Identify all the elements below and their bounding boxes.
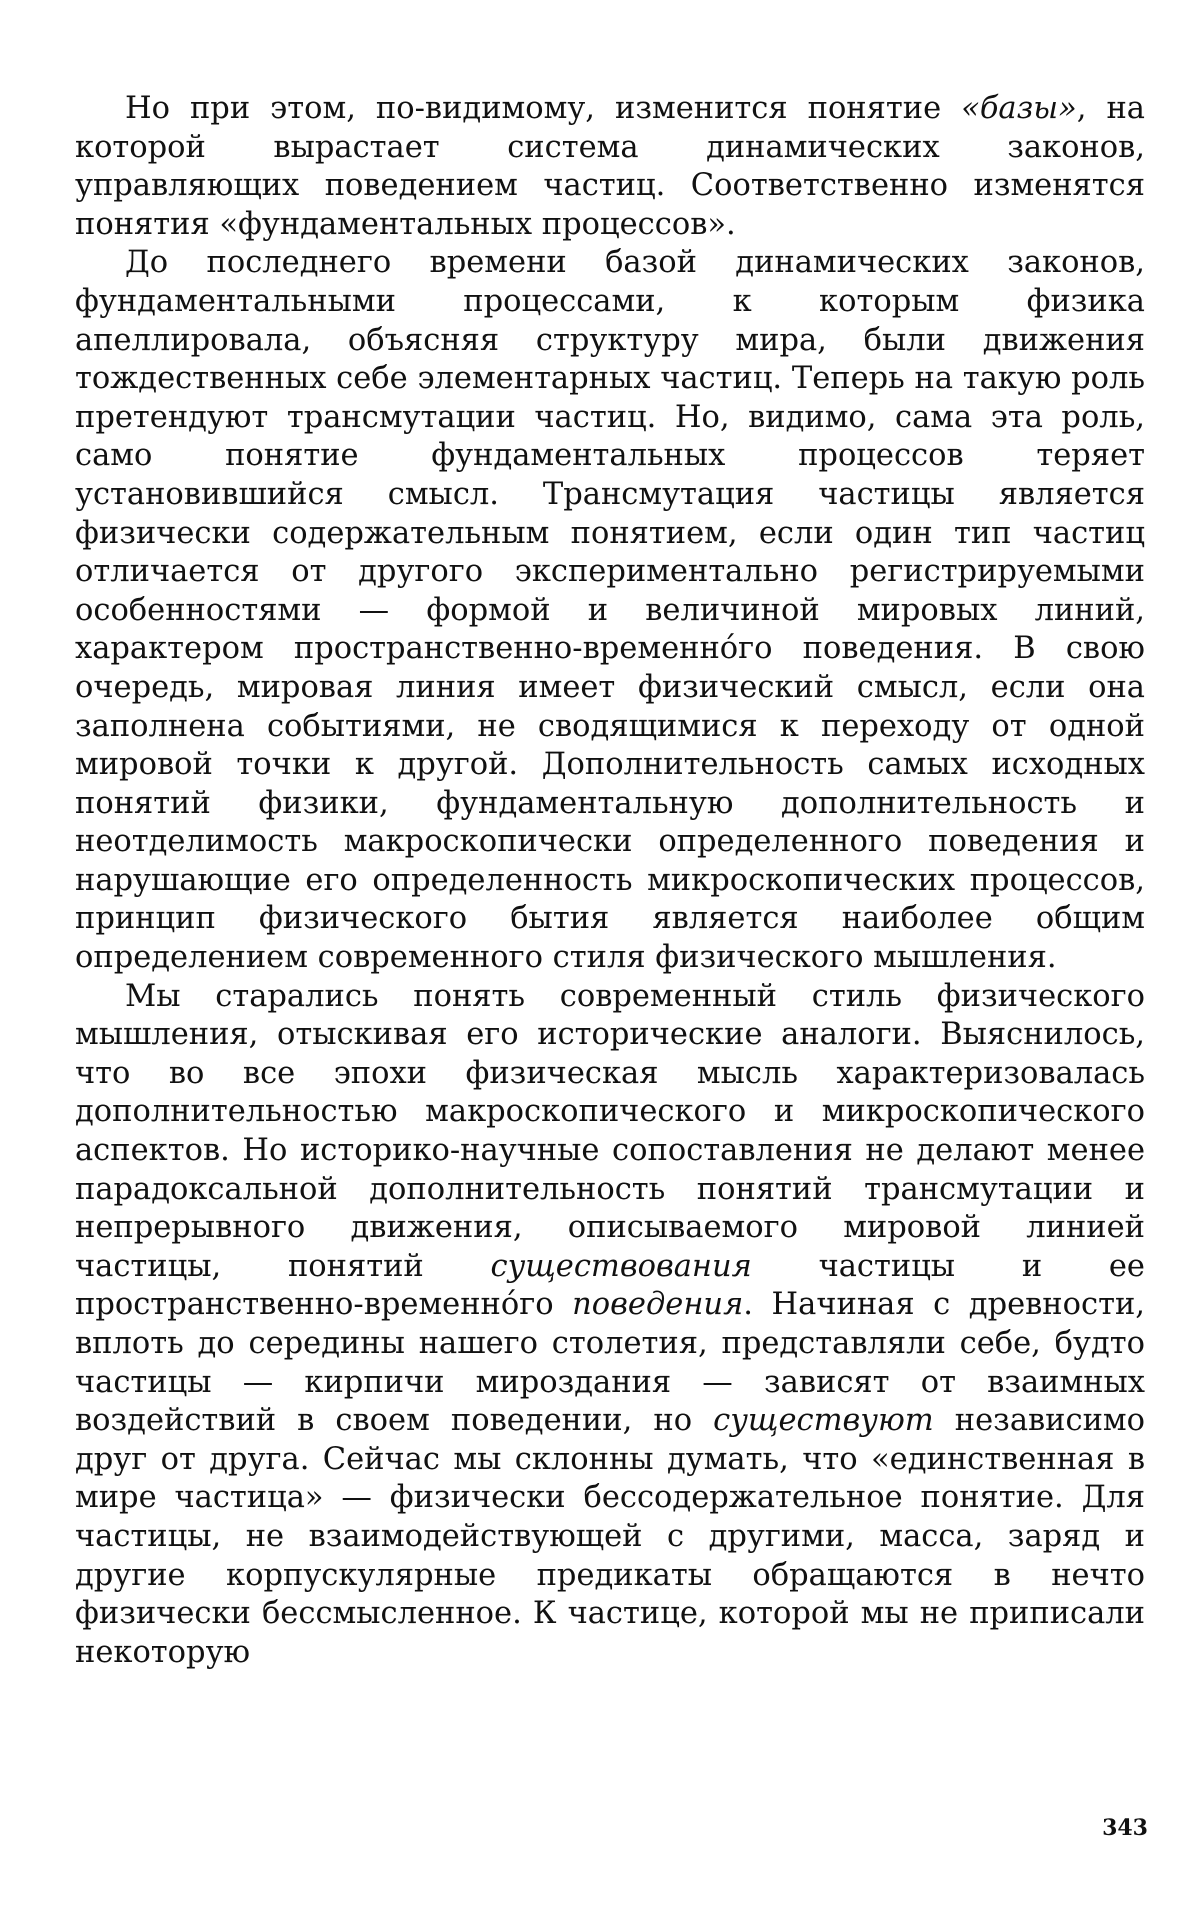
page-number: 343 [1102,1815,1148,1841]
paragraph-2 [75,244,1145,977]
text-segment: До последнего времени базой динамических законов, фундаментальными процессами, к которым физика апеллировала, объясняя структуру мира, были движения тождественных себе элементарных частиц. Теперь на такую роль претендуют трансмутации частиц. Но, видимо, сама эта роль, само понятие фундаментальных процессов теряет установившийся смысл. Трансмутация частицы является физически содержательным понятием, если один тип частиц отличается от другого экспериментально регистрируемыми особенностями — формой и величиной мировых линий, характером пространственно-временно́го поведения. В свою очередь, мировая линия имеет физический смысл, если она заполнена событиями, не сводящимися к переходу от одной мировой точки к другой. Дополнительность самых исходных понятий физики, фундаментальную дополнительность и неотделимость макроскопически определенного поведения и нарушающие его определенность микроскопических процессов, принцип физического бытия является наиболее общим определением современного стиля физического мышления. [75,245,1145,976]
paragraph-1 [75,90,1145,244]
italic-term-sushchestvuyut: существуют [713,1403,934,1439]
text-segment: , на которой вырастает система динамических законов, управляющих поведением частиц. Соответственно изменятся понятия «фундаментальных процессов». [75,91,1145,242]
italic-term-povedeniya: поведения [572,1287,744,1323]
text-segment: Но при этом, по-видимому, изменится понятие [125,91,962,126]
italic-term-sushchestvovaniya: существования [490,1248,752,1284]
text-segment: . Начиная с древности, вплоть до середины нашего столетия, представляли себе, будто частицы — кирпичи мироздания — зависят от взаимных воздействий в своем поведении, но [75,1287,1145,1439]
text-segment: независимо друг от друга. Сейчас мы склонны думать, что «единственная в мире частица» — физически бессодержательное понятие. Для частицы, не взаимодействующей с другими, масса, заряд и другие корпускулярные предикаты обращаются в нечто физически бессмысленное. К частице, которой мы не приписали некоторую [75,1403,1146,1670]
text-segment: частицы и ее пространственно-временно́го [75,1248,1145,1323]
italic-term-bazy: «базы» [961,91,1077,126]
text-segment: Мы старались понять современный стиль физического мышления, отыскивая его исторические аналоги. Выяснилось, что во все эпохи физическая мысль характеризовалась дополнительностью макроскопического и микроскопического аспектов. Но историко-научные сопоставления не делают менее парадоксальной дополнительность понятий трансмутации и непрерывного движения, описываемого мировой линией частицы, понятий [75,978,1145,1284]
paragraph-3 [75,978,1145,1673]
page-body [75,90,1145,1830]
